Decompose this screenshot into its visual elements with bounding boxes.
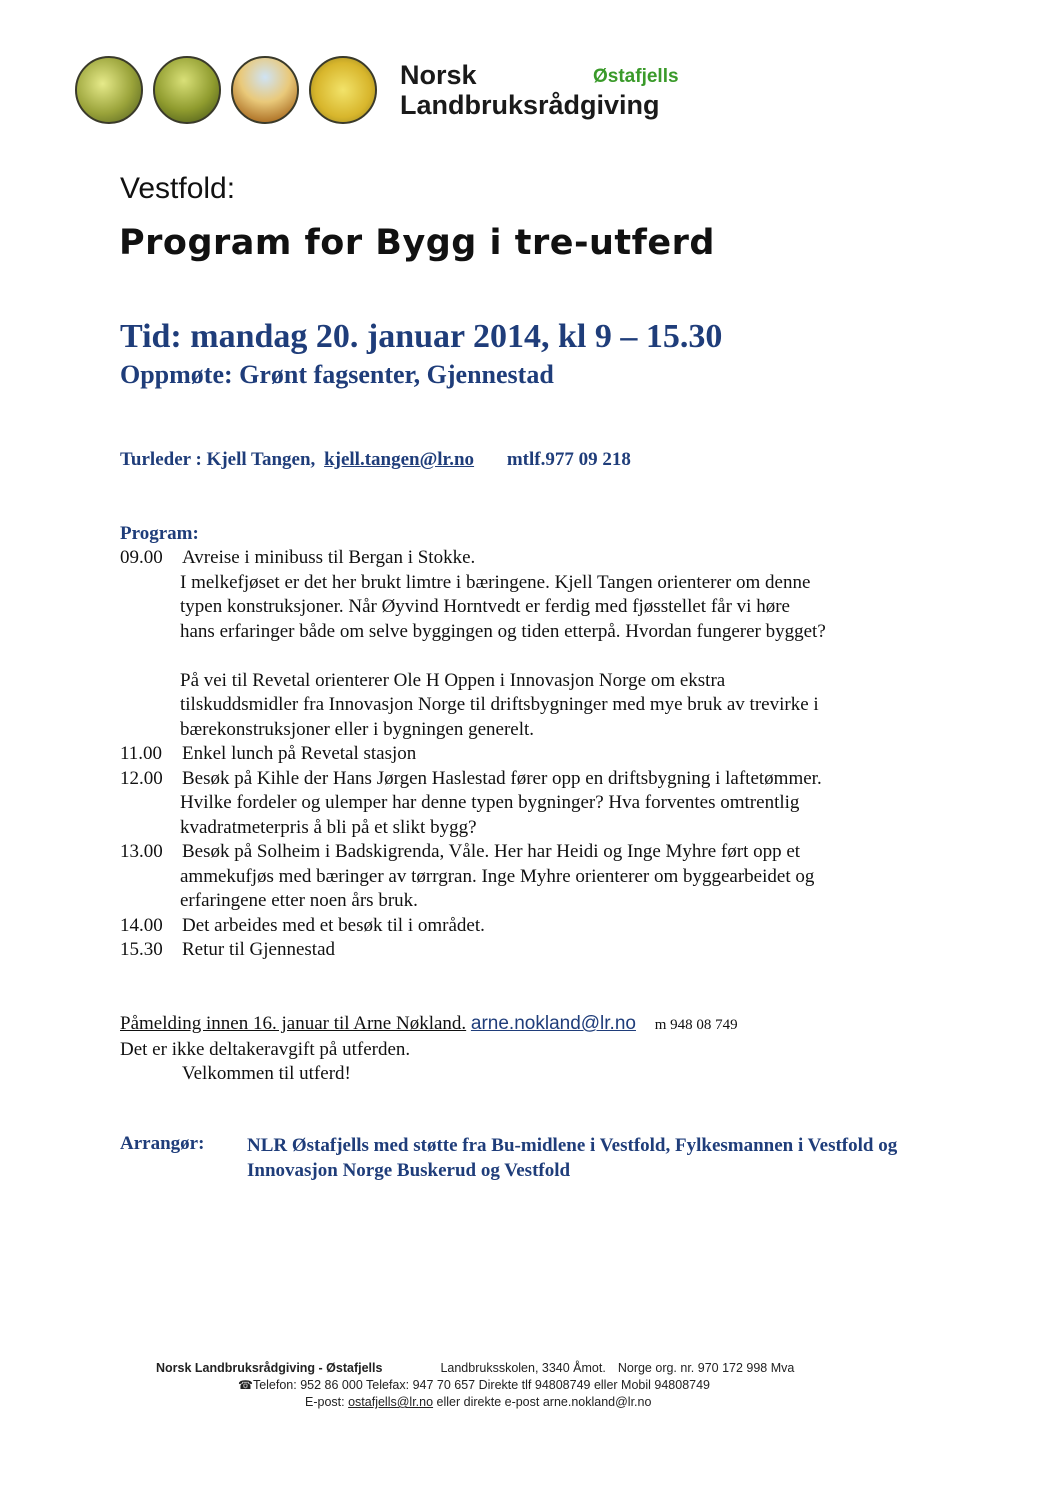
schedule-item [120,914,920,939]
schedule-item [120,840,920,865]
organizer-label: Arrangør: [120,1133,205,1154]
footer-email-link[interactable]: ostafjells@lr.no [348,1395,434,1409]
schedule-time: 09.00 [120,547,163,568]
schedule-text: Enkel lunch på Revetal stasjon [182,743,417,764]
footer-phone: Telefon: 952 86 000 Telefax: 947 70 657 Direkte tlf 94808749 eller Mobil 94808749 [252,1378,711,1392]
program-schedule [120,546,920,963]
schedule-text: Besøk på Kihle der Hans Jørgen Haslestad fører opp en driftsbygning i laftetømmer. [182,767,822,789]
schedule-time: 15.30 [120,939,163,960]
schedule-spacer [120,644,920,669]
brand-subtitle: Østafjells [593,66,679,87]
meeting-place: Oppmøte: Grønt fagsenter, Gjennestad [120,360,554,389]
schedule-text: Retur til Gjennestad [182,939,336,960]
schedule-text: Avreise i minibuss til Bergan i Stokke. [182,547,476,568]
schedule-item [120,546,920,571]
phone-icon: ☎ [238,1378,253,1392]
tour-leader [120,449,635,471]
footer-email-rest: eller direkte e-post arne.nokland@lr.no [436,1395,652,1409]
wheat-image [231,56,299,124]
welcome-text: Velkommen til utferd! [182,1063,351,1084]
signup-section [120,1012,738,1087]
schedule-text: tilskuddsmidler fra Innovasjon Norge til driftsbygninger med mye bruk av trevirke i [180,694,819,715]
program-heading: Program: [120,523,199,544]
schedule-text: hans erfaringer både om selve byggingen og tiden etterpå. Hvordan fungerer bygget? [180,620,826,642]
schedule-item [120,742,920,767]
region-heading: Vestfold: [120,172,236,205]
schedule-text: Besøk på Solheim i Badskigrenda, Våle. Her har Heidi og Inge Myhre ført opp et [182,841,801,862]
schedule-text: Det arbeides med et besøk til i området. [182,914,485,936]
footer-orgnr: Norge org. nr. 970 172 998 Mva [617,1361,795,1375]
footer-email-label: E-post: [305,1395,345,1409]
schedule-time: 12.00 [120,767,163,789]
schedule-time: 13.00 [120,841,163,862]
logo-images [75,56,377,124]
organizer-text: NLR Østafjells med støtte fra Bu-midlene i Vestfold, Fylkesmannen i Vestfold og Innovasjon Norge Buskerud og Vestfold [247,1135,898,1181]
footer [140,1360,920,1411]
schedule-text: På vei til Revetal orienterer Ole H Oppen i Innovasjon Norge om ekstra [180,669,726,691]
schedule-text: I melkefjøset er det her brukt limtre i bæringene. Kjell Tangen orienterer om denne [180,571,811,593]
signup-email-link[interactable]: arne.nokland@lr.no [470,1013,636,1034]
brand-line2: Landbruksrådgiving [400,90,660,120]
schedule-text: erfaringene etter noen års bruk. [180,890,418,911]
footer-org: Norsk Landbruksrådgiving - Østafjells [156,1361,383,1375]
signup-text: Påmelding innen 16. januar til Arne Nøkland. [120,1013,467,1034]
schedule-text: ammekufjøs med bæringer av tørrgran. Inge Myhre orienterer om byggearbeidet og [180,865,815,887]
grass-image-1 [75,56,143,124]
schedule-text: typen konstruksjoner. Når Øyvind Horntvedt er ferdig med fjøsstellet får vi høre [180,596,790,617]
schedule-time: 14.00 [120,914,163,936]
leader-label: Turleder : Kjell Tangen, [120,449,316,470]
schedule-text: bærekonstruksjoner eller i bygningen generelt. [180,718,535,740]
schedule-item [120,767,920,792]
grass-image-2 [153,56,221,124]
signup-phone: m 948 08 749 [654,1017,738,1033]
fee-text: Det er ikke deltakeravgift på utferden. [120,1038,411,1060]
brand-line1: Norsk [400,60,477,90]
schedule-text: Hvilke fordeler og ulemper har denne typen bygninger? Hva forventes omtrentlig [180,792,800,813]
time-heading: Tid: mandag 20. januar 2014, kl 9 – 15.30 [120,318,723,355]
leader-phone: mtlf.977 09 218 [506,449,631,470]
leader-email-link[interactable]: kjell.tangen@lr.no [324,449,475,470]
schedule-time: 11.00 [120,743,163,764]
footer-address: Landbruksskolen, 3340 Åmot. [440,1361,606,1375]
page-title: Program for Bygg i tre-utferd [119,223,715,263]
logo-emblem-icon [309,56,377,124]
schedule-item [120,938,920,963]
schedule-text: kvadratmeterpris å bli på et slikt bygg? [180,816,477,838]
